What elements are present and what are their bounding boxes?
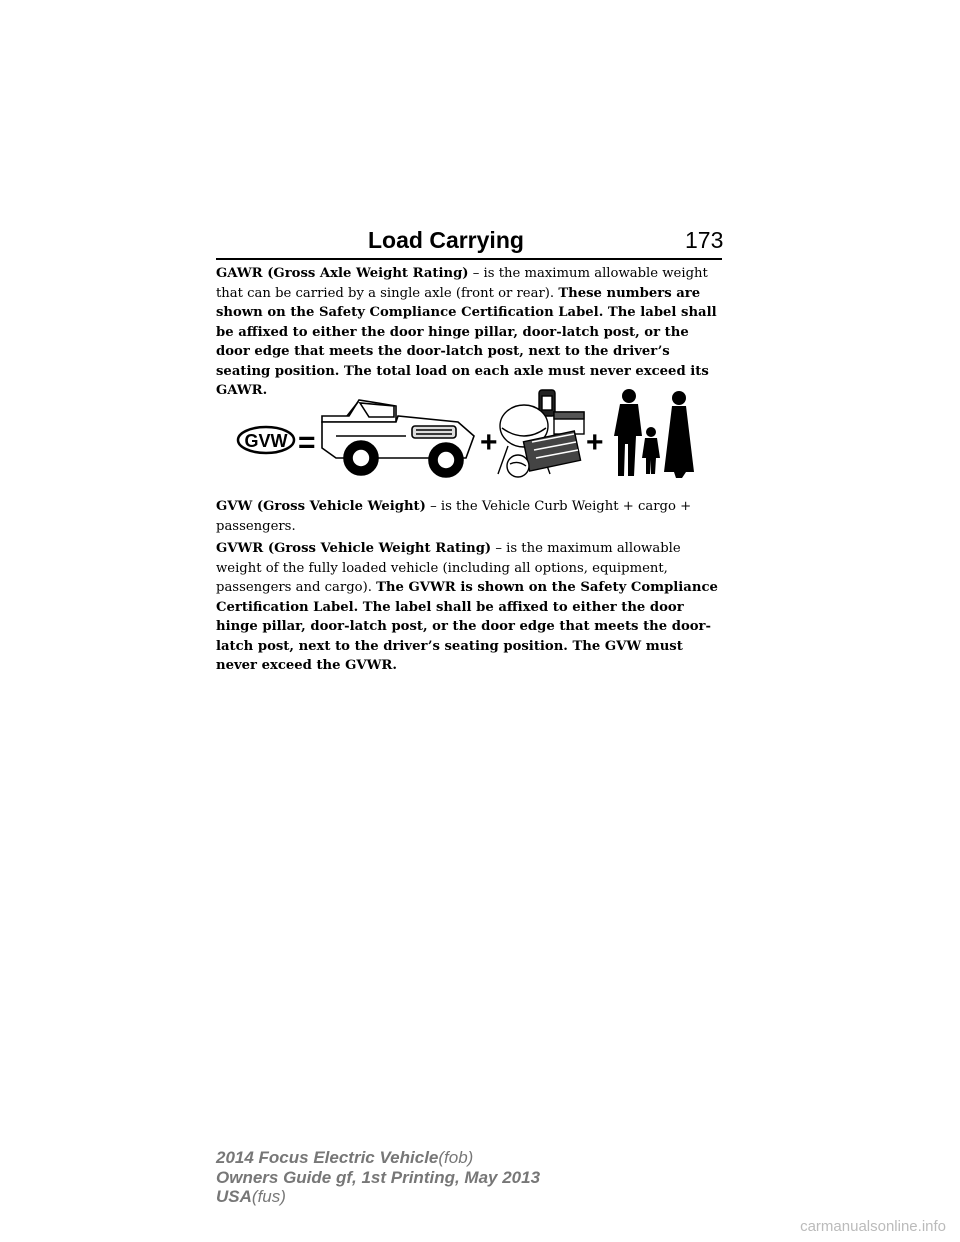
equals-sign: = <box>298 426 316 459</box>
footer-edition: Owners Guide gf, 1st Printing, May 2013 <box>216 1167 541 1187</box>
gawr-paragraph <box>216 264 722 401</box>
footer-vehicle: 2014 Focus Electric Vehicle <box>216 1148 439 1167</box>
gvw-illustration <box>236 386 706 482</box>
passengers-icon <box>614 389 694 478</box>
gawr-term: GAWR (Gross Axle Weight Rating) <box>216 266 469 281</box>
pickup-truck-icon <box>322 400 474 477</box>
footer-market-code: (fus) <box>251 1187 286 1206</box>
gvw-definition: – is the Vehicle Curb Weight + cargo + passengers. <box>216 499 692 534</box>
page-header-title: Load Carrying <box>368 227 524 253</box>
gvw-term: GVW (Gross Vehicle Weight) <box>216 499 426 514</box>
plus-sign-1: + <box>480 426 498 459</box>
gvw-badge <box>238 427 294 453</box>
plus-sign-2: + <box>586 426 604 459</box>
site-watermark: carmanualsonline.info <box>800 1218 946 1235</box>
header-divider <box>216 258 722 260</box>
gvw-paragraph <box>216 497 722 536</box>
footer-market: USA <box>216 1187 252 1206</box>
gvwr-paragraph <box>216 539 722 676</box>
gawr-definition: – is the maximum allowable weight that can be carried by a single axle (front or rear). <box>216 266 708 301</box>
gvw-label: GVW <box>244 431 288 451</box>
cargo-icon <box>498 390 584 477</box>
gvwr-definition: – is the maximum allowable weight of the fully loaded vehicle (including all options, equipment, passengers and cargo). <box>216 541 681 595</box>
gawr-emphasis: These numbers are shown on the Safety Compliance Certification Label. The label shall be affixed to either the door hinge pillar, door-latch post, or the door edge that meets the door-latch post, next to the driver’s seating position. The total load on each axle must never exceed its GAWR. <box>216 285 717 398</box>
page-footer <box>216 1148 540 1207</box>
gvwr-emphasis: The GVWR is shown on the Safety Compliance Certification Label. The label shall be affixed to either the door hinge pillar, door-latch post, or the door edge that meets the door-latch post, next to the driver’s seating position. The GVW must never exceed the GVWR. <box>216 580 718 673</box>
footer-vehicle-code: (fob) <box>438 1148 474 1167</box>
page-number: 173 <box>685 227 724 253</box>
gvwr-term: GVWR (Gross Vehicle Weight Rating) <box>216 541 492 556</box>
